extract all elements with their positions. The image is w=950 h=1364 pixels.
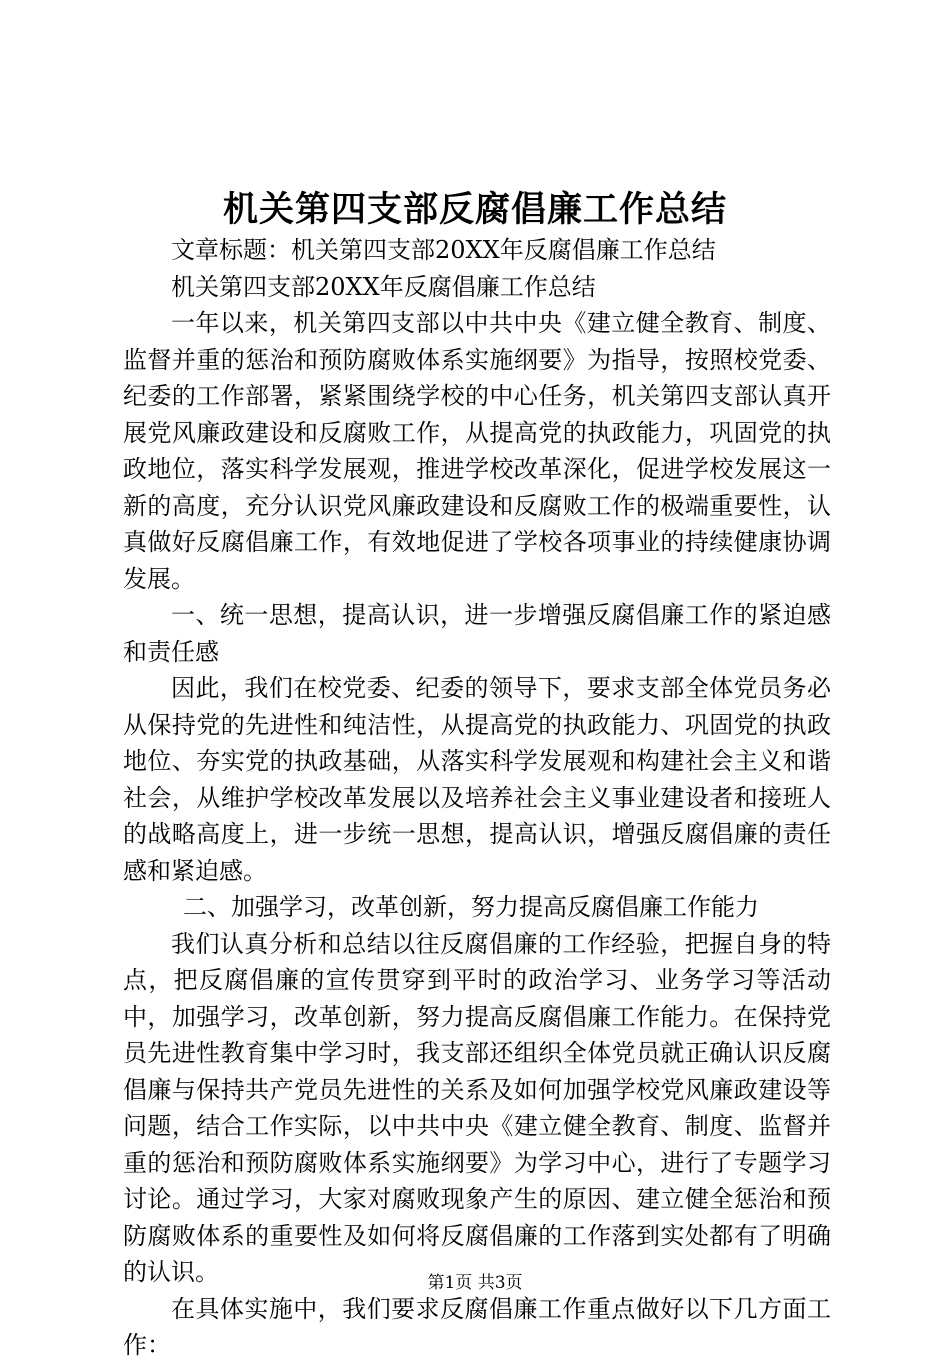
intro-paragraph: 一年以来，机关第四支部以中共中央《建立健全教育、制度、监督并重的惩治和预防腐败体系实施纲要》为指导，按照校党委、纪委的工作部署，紧紧围绕学校的中心任务，机关第四支部认真开展党风廉政建设和反腐败工作，从提高党的执政能力，巩固党的执政地位，落实科学发展观，推进学校改革深化，促进学校发展这一新的高度，充分认识党风廉政建设和反腐败工作的极端重要性，认真做好反腐倡廉工作，有效地促进了学校各项事业的持续健康协调发展。 xyxy=(123,309,831,593)
document-body xyxy=(123,232,831,1364)
section-2-paragraph: 我们认真分析和总结以往反腐倡廉的工作经验，把握自身的特点，把反腐倡廉的宣传贯穿到平时的政治学习、业务学习等活动中，加强学习，改革创新，努力提高反腐倡廉工作能力。在保持党员先进性教育集中学习时，我支部还组织全体党员就正确认识反腐倡廉与保持共产党员先进性的关系及如何加强学校党风廉政建设等问题，结合工作实际，以中共中央《建立健全教育、制度、监督并重的惩治和预防腐败体系实施纲要》为学习中心，进行了专题学习讨论。通过学习，大家对腐败现象产生的原因、建立健全惩治和预防腐败体系的重要性及如何将反腐倡廉的工作落到实处都有了明确的认识。 xyxy=(123,929,831,1286)
document-title: 机关第四支部反腐倡廉工作总结 xyxy=(222,189,727,230)
page-footer: 第1页 共3页 xyxy=(427,1273,523,1293)
section-heading-2: 二、加强学习，改革创新，努力提高反腐倡廉工作能力 xyxy=(183,893,759,921)
implementation-paragraph: 在具体实施中，我们要求反腐倡廉工作重点做好以下几方面工作： xyxy=(123,1294,831,1359)
section-heading-1: 一、统一思想，提高认识，进一步增强反腐倡廉工作的紧迫感和责任感 xyxy=(123,601,831,666)
section-1-paragraph: 因此，我们在校党委、纪委的领导下，要求支部全体党员务必从保持党的先进性和纯洁性，从提高党的执政能力、巩固党的执政地位、夯实党的执政基础，从落实科学发展观和构建社会主义和谐社会，从维护学校改革发展以及培养社会主义事业建设者和接班人的战略高度上，进一步统一思想，提高认识，增强反腐倡廉的责任感和紧迫感。 xyxy=(123,674,831,885)
article-title-line: 文章标题：机关第四支部20XX年反腐倡廉工作总结 xyxy=(171,236,716,264)
subtitle-line: 机关第四支部20XX年反腐倡廉工作总结 xyxy=(171,272,596,301)
